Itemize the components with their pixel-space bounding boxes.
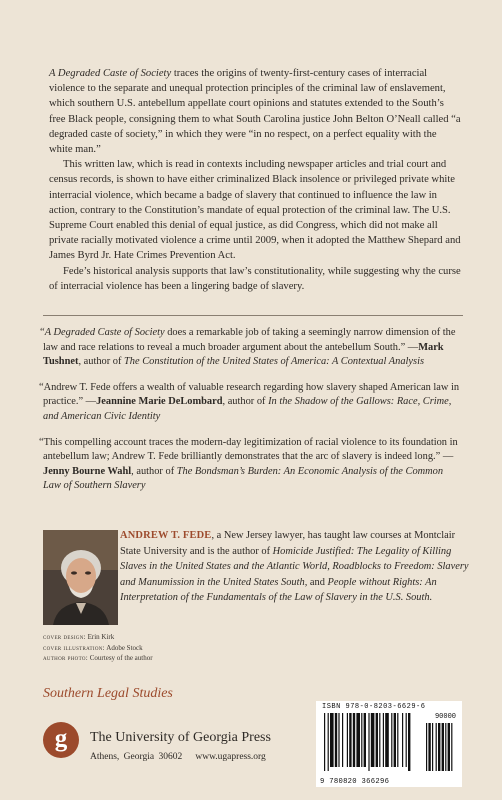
quote-text: does a remarkable job of taking a seemingly narrow dimension of the law and race relations to reveal a much broader argument about the antebellum South.” — [43, 327, 456, 353]
barcode [316, 701, 462, 787]
endorser-work: The Bondsman’s Burden: An Economic Analysis of the Common Law of Southern Slavery [43, 465, 444, 492]
author-works: People without Rights: An Interpretation of the Fundamentals of the Law of Slavery in the U.S. South. [120, 576, 437, 604]
endorser-work: The Constitution of the United States of America: A Contextual Analysis [124, 356, 424, 368]
book-title-inline: “A Degraded Caste of Society [39, 327, 165, 338]
endorsement [39, 326, 463, 370]
credit-value: Erin Kirk [85, 633, 115, 641]
endorser-affiliation: , author of [222, 396, 269, 408]
credit-line [43, 643, 153, 654]
price-addon: 90000 [434, 713, 456, 721]
endorser-name: Mark Tushnet [43, 341, 444, 368]
credit-line [43, 632, 153, 643]
address: Athens, Georgia 30602 [90, 752, 183, 762]
bio-text: and [307, 576, 328, 588]
credit-value: Adobe Stock [104, 643, 143, 652]
author-photo [43, 530, 118, 625]
credit-label: cover illustration: [43, 643, 105, 652]
barcode-digits: 9 780820 366296 [320, 778, 390, 786]
endorser-name: Jenny Bourne Wahl [43, 465, 132, 477]
description-paragraph-2: This written law, which is read in contexts including newspaper articles and trial court and census records, is shown to have either criminalized Black insolence or privileged private white interracial violence, which became a badge of slavery that continued to influence the law in action, contrary to the Constitution’s mandate of equal protection of the criminal law. The U.S. Supreme Court enabled this denial of equal justice, as did Congress, which did not make all private racially motivated violence a crime until 2009, when it adopted the Matthew Shepard and James Byrd Jr. Hate Crimes Prevention Act. [49, 159, 461, 262]
author-name: ANDREW T. FEDE [120, 530, 212, 541]
publisher-logo-icon [43, 722, 79, 758]
quote-text: “This compelling account traces the modern-day legitimization of racial violence to its foundation in antebellum law; Andrew T. Fede brilliantly demonstrates that the arc of slavery is indeed long.” — [39, 436, 458, 463]
endorser-affiliation: , author of [78, 356, 125, 368]
description [49, 66, 461, 294]
barcode-bars-icon [322, 713, 456, 773]
isbn-label: ISBN 978-0-8203-6629-6 [322, 703, 426, 711]
cover-credits [43, 632, 153, 664]
bio-text: , a New Jersey lawyer, has taught law courses at Montclair State University and is the author of [120, 530, 456, 557]
endorsement [39, 381, 463, 425]
endorser-name: Jeannine Marie DeLombard [96, 396, 223, 408]
paragraph-text: traces the origins of twenty-first-century cases of interracial violence to the separate and unequal protection principles of the criminal law of enslavement, which southern U.S. antebellum appellate court opinions and statutes extended to the South’s free Black people, consigning them to what South Carolina justice John Belton O’Neall called “a degraded caste of society,” in which they were “in no respect, on a perfect equality with the white man.” [49, 68, 461, 156]
endorsements [39, 326, 463, 505]
endorser-work: In the Shadow of the Gallows: Race, Crime, and American Civic Identity [43, 396, 452, 422]
endorser-affiliation: , author of [131, 465, 177, 477]
author-works: Homicide Justified: The Legality of Killing Slaves in the United States and the Atlantic World, Roadblocks to Freedom: Slavery and Manumission in the United States South, [120, 545, 469, 588]
quote-text: “Andrew T. Fede offers a wealth of valuable research regarding how slavery shaped American law in practice.” — [39, 381, 460, 408]
logo-letter: g [54, 724, 68, 752]
series-name: Southern Legal Studies [43, 686, 173, 701]
author-bio [120, 528, 470, 606]
credit-label: author photo: [43, 654, 89, 662]
endorsement [39, 436, 463, 494]
divider [43, 315, 463, 316]
author-portrait-image [43, 530, 118, 625]
description-paragraph-3: Fede’s historical analysis supports that law’s constitutionality, while suggesting why the curse of interracial violence has been a lingering badge of slavery. [49, 265, 461, 292]
credit-label: cover design: [43, 633, 86, 641]
website: www.ugapress.org [195, 752, 266, 762]
book-title-inline: A Degraded Caste of Society [49, 68, 172, 79]
credit-value: Courtesy of the author [88, 654, 153, 662]
description-paragraph-1 [49, 66, 461, 157]
credit-line [43, 653, 153, 664]
publisher-name: The University of Georgia Press [90, 730, 271, 745]
publisher-address [90, 752, 266, 762]
